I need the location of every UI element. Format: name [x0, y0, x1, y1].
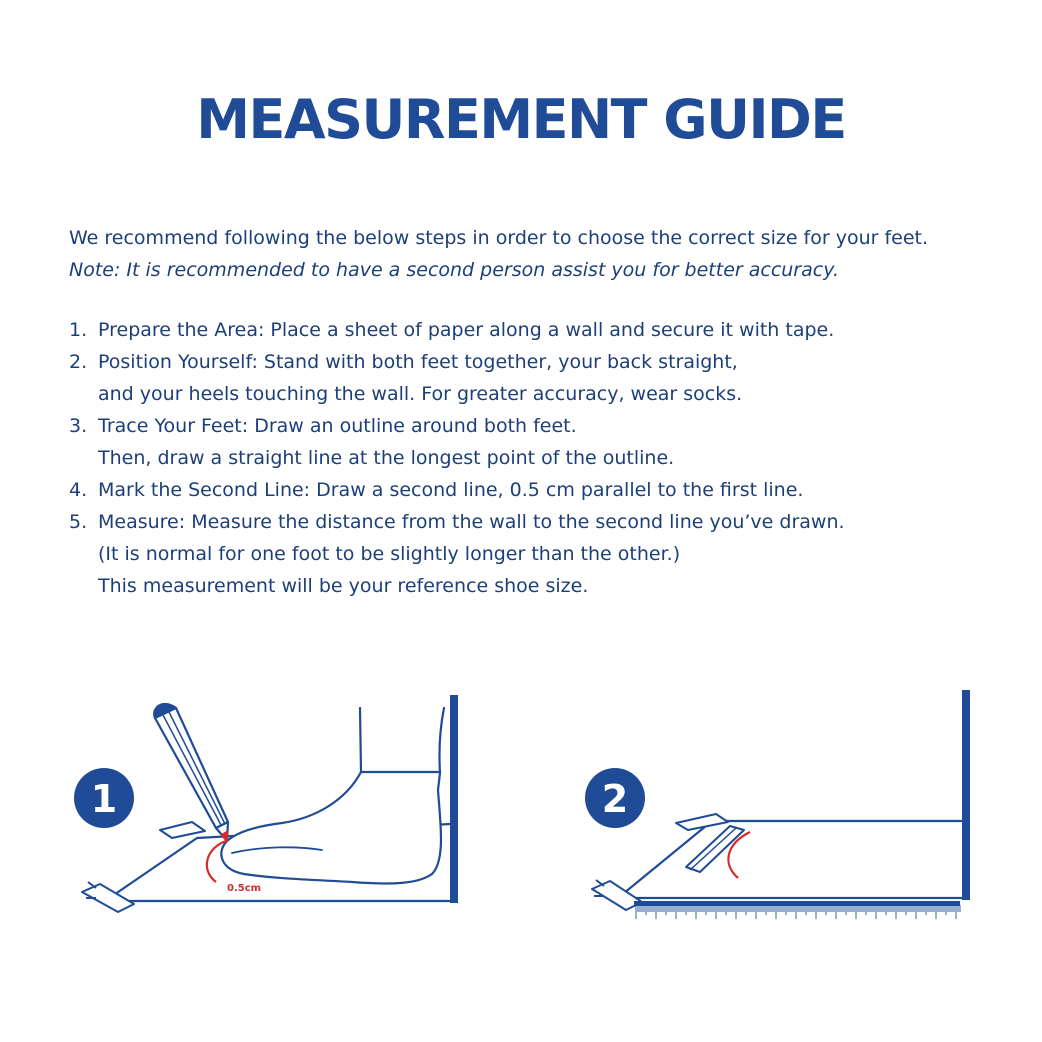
step-item: [69, 474, 989, 506]
step-2-badge-label: 2: [601, 777, 629, 821]
paper-sheet: [618, 821, 962, 898]
step-number: 2.: [69, 351, 88, 373]
step-item: [69, 506, 989, 602]
intro: [69, 222, 1009, 286]
wall-icon: [962, 690, 970, 900]
steps-list: [69, 314, 989, 602]
step-1-badge: [74, 768, 134, 828]
step-line: Position Yourself: Stand with both feet together, your back straight,: [98, 351, 738, 373]
step-number: 3.: [69, 415, 88, 437]
tape-icon: [82, 822, 205, 912]
step-item: [69, 410, 989, 474]
intro-text: We recommend following the below steps in order to choose the correct size for your feet.: [69, 227, 929, 249]
step-line: Then, draw a straight line at the longest point of the outline.: [98, 447, 675, 469]
step-number: 5.: [69, 511, 88, 533]
step-number: 1.: [69, 319, 88, 341]
illustration-step-1: [74, 695, 458, 912]
illustrations: [0, 660, 1042, 960]
intro-note: Note: It is recommended to have a second person assist you for better accuracy.: [69, 259, 840, 281]
step-line: This measurement will be your reference shoe size.: [98, 575, 589, 597]
ruler-icon: [634, 901, 960, 919]
tape-icon: [592, 814, 744, 910]
illustration-step-2: [585, 690, 970, 919]
step-item: [69, 314, 989, 346]
step-number: 4.: [69, 479, 88, 501]
step-2-badge: [585, 768, 645, 828]
step-line: (It is normal for one foot to be slightly longer than the other.): [98, 543, 681, 565]
step-line: Mark the Second Line: Draw a second line, 0.5 cm parallel to the first line.: [98, 479, 804, 501]
step-line: Trace Your Feet: Draw an outline around both feet.: [98, 415, 577, 437]
step-1-badge-label: 1: [90, 777, 118, 821]
wall-icon: [450, 695, 458, 903]
foot-icon: [221, 708, 444, 883]
step-item: [69, 346, 989, 410]
step-line: and your heels touching the wall. For greater accuracy, wear socks.: [98, 383, 743, 405]
pencil-icon: [154, 704, 228, 841]
step-line: Measure: Measure the distance from the wall to the second line you’ve drawn.: [98, 511, 845, 533]
page-title: MEASUREMENT GUIDE: [196, 88, 846, 151]
offset-label: 0.5cm: [227, 883, 262, 894]
step-line: Prepare the Area: Place a sheet of paper along a wall and secure it with tape.: [98, 319, 835, 341]
